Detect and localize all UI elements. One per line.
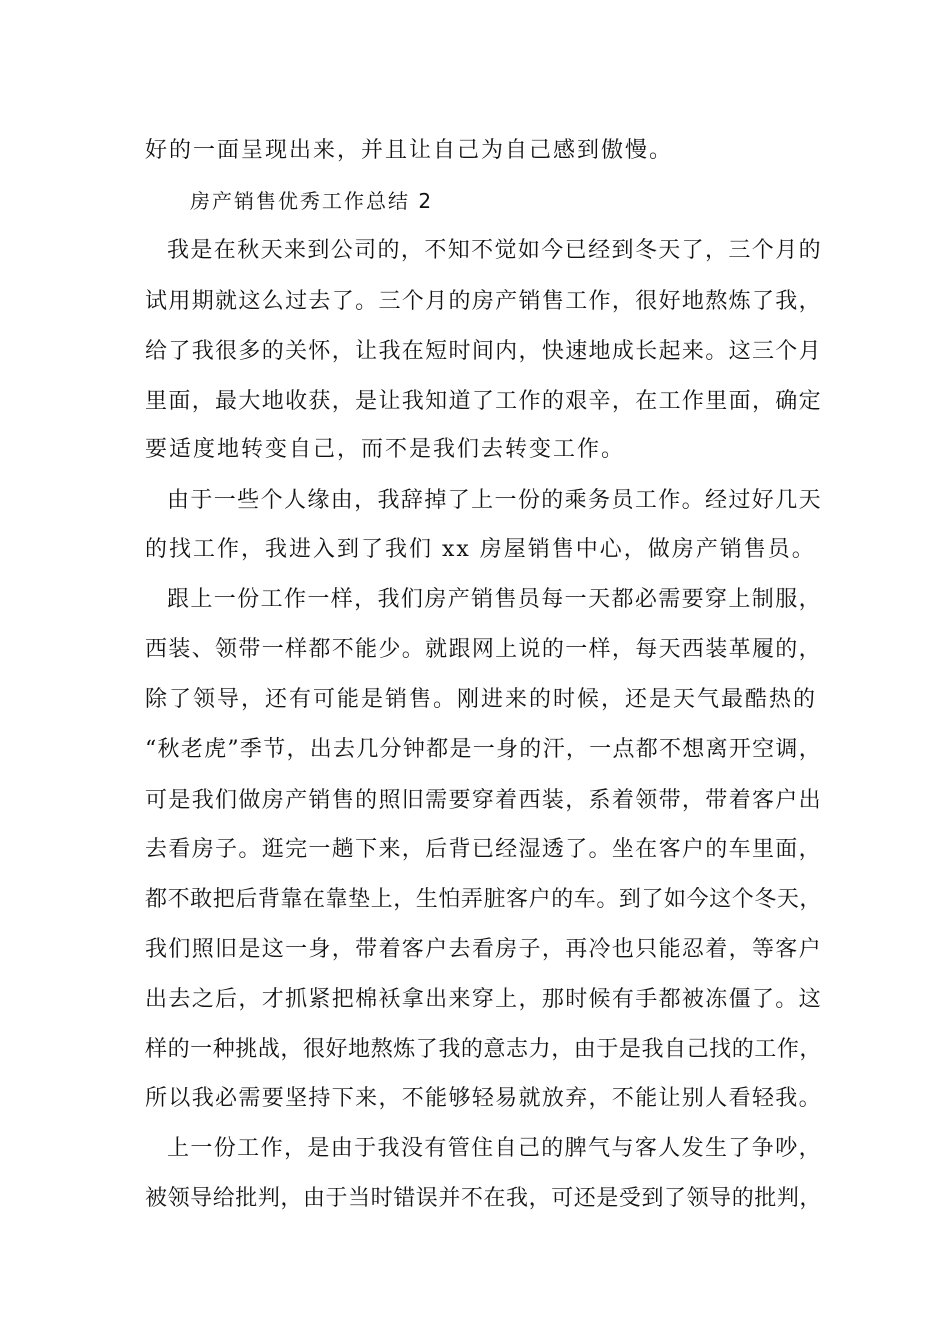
text-line: “秋老虎”季节，出去几分钟都是一身的汗，一点都不想离开空调，	[145, 737, 822, 762]
text-line: 我们照旧是这一身，带着客户去看房子，再冷也只能忍着，等客户	[145, 937, 822, 962]
text-line: 我是在秋天来到公司的，不知不觉如今已经到冬天了，三个月的	[167, 238, 822, 263]
text-line: 除了领导，还有可能是销售。刚进来的时候，还是天气最酷热的	[145, 687, 818, 712]
text-line: 可是我们做房产销售的照旧需要穿着西装，系着领带，带着客户出	[145, 788, 822, 813]
text-line: 被领导给批判，由于当时错误并不在我，可还是受到了领导的批判，	[145, 1186, 822, 1211]
text-line: 里面，最大地收获，是让我知道了工作的艰辛，在工作里面，确定	[145, 389, 822, 414]
text-line: 上一份工作，是由于我没有管住自己的脾气与客人发生了争吵，	[167, 1136, 822, 1161]
text-line: 由于一些个人缘由，我辞掉了上一份的乘务员工作。经过好几天	[167, 488, 822, 513]
text-line: 样的一种挑战，很好地熬炼了我的意志力，由于是我自己找的工作，	[145, 1037, 822, 1062]
section-title: 房产销售优秀工作总结 2	[190, 189, 434, 213]
text-line: 都不敢把后背靠在靠垫上，生怕弄脏客户的车。到了如今这个冬天，	[145, 887, 822, 912]
text-line: 所以我必需要坚持下来，不能够轻易就放弃，不能让别人看轻我。	[145, 1086, 822, 1111]
text-line: 出去之后，才抓紧把棉袄拿出来穿上，那时候有手都被冻僵了。这	[145, 987, 822, 1012]
text-line: 试用期就这么过去了。三个月的房产销售工作，很好地熬炼了我，	[145, 289, 822, 314]
text-line: 要适度地转变自己，而不是我们去转变工作。	[145, 437, 626, 462]
text-line: 西装、领带一样都不能少。就跟网上说的一样，每天西装革履的，	[145, 637, 822, 662]
text-line: 跟上一份工作一样，我们房产销售员每一天都必需要穿上制服，	[167, 587, 822, 612]
text-line: 好的一面呈现出来，并且让自己为自己感到傲慢。	[145, 138, 674, 163]
text-line: 去看房子。逛完一趟下来，后背已经湿透了。坐在客户的车里面，	[145, 837, 822, 862]
text-line: 给了我很多的关怀，让我在短时间内，快速地成长起来。这三个月	[145, 339, 822, 364]
text-line: 的找工作，我进入到了我们 xx 房屋销售中心，做房产销售员。	[145, 537, 816, 562]
